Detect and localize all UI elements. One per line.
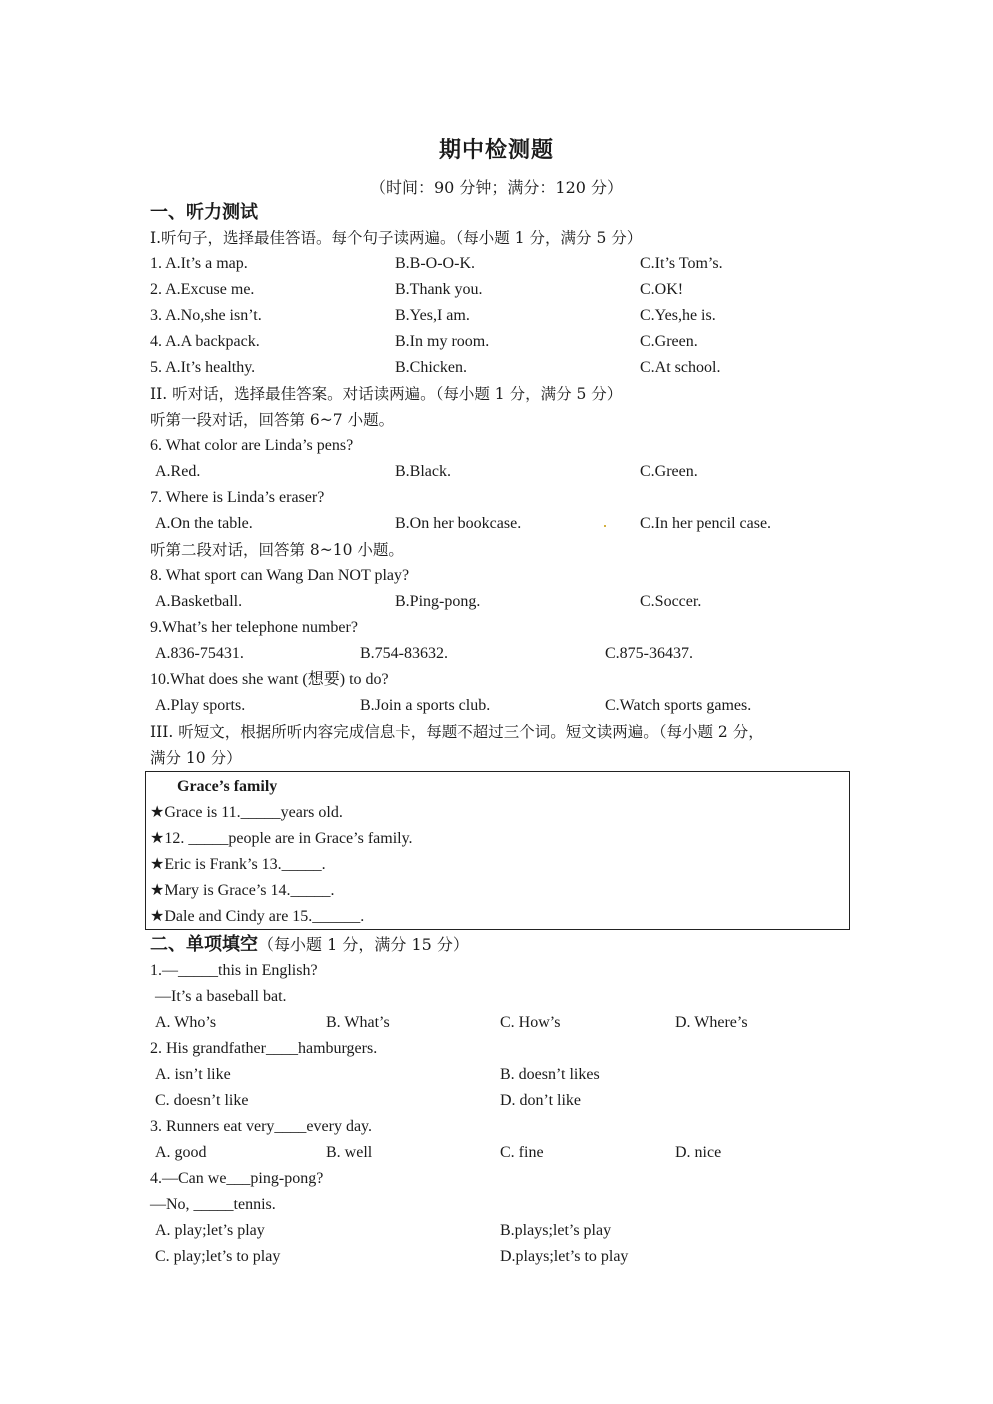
q1-option-b: B.B-O-O-K.	[395, 255, 475, 272]
sec1-instruction: Ⅰ.听句子，选择最佳答语。每个句子读两遍。（每小题 1 分，满分 5 分）	[150, 229, 643, 247]
p2-q1-option-b: B. What’s	[326, 1014, 390, 1031]
q7-stem: 7. Where is Linda’s eraser?	[150, 489, 325, 506]
page-title: 期中检测题	[438, 138, 554, 163]
q1-option-a: 1. A.It’s a map.	[150, 255, 248, 272]
info-card-line-15: ★Dale and Cindy are 15.______.	[150, 908, 365, 925]
p2-q1-reply: —It’s a baseball bat.	[155, 988, 287, 1005]
stray-dot	[604, 525, 606, 527]
part2-heading-note: （每小题 1 分，满分 15 分）	[258, 935, 469, 954]
info-card-title: Grace’s family	[177, 778, 278, 795]
info-card-line-14: ★Mary is Grace’s 14._____.	[150, 882, 335, 899]
p2-q1-option-a: A. Who’s	[155, 1014, 217, 1031]
p2-q4-option-c: C. play;let’s to play	[155, 1248, 281, 1265]
p2-q3-stem: 3. Runners eat very____every day.	[150, 1118, 372, 1135]
q6-option-b: B.Black.	[395, 463, 451, 480]
q2-option-b: B.Thank you.	[395, 281, 483, 298]
q8-stem: 8. What sport can Wang Dan NOT play?	[150, 567, 410, 584]
q6-option-a: A.Red.	[155, 463, 201, 480]
q2-option-c: C.OK!	[640, 281, 684, 298]
info-card-line-13: ★Eric is Frank’s 13._____.	[150, 856, 326, 873]
q1-option-c: C.It’s Tom’s.	[640, 255, 723, 272]
q2-option-a: 2. A.Excuse me.	[150, 281, 255, 298]
exam-time-score: （时间：90 分钟；满分：120 分）	[369, 178, 624, 197]
q10-option-b: B.Join a sports club.	[360, 697, 491, 714]
q9-option-b: B.754-83632.	[360, 645, 448, 662]
p2-q3-option-c: C. fine	[500, 1144, 544, 1161]
q7-option-c: C.In her pencil case.	[640, 515, 772, 532]
q4-option-c: C.Green.	[640, 333, 698, 350]
p2-q3-option-b: B. well	[326, 1144, 373, 1161]
sec3-instruction-line2: 满分 10 分）	[150, 749, 242, 767]
q3-option-a: 3. A.No,she isn’t.	[150, 307, 262, 324]
q5-option-a: 5. A.It’s healthy.	[150, 359, 256, 376]
dialog2-note: 听第二段对话，回答第 8~10 小题。	[150, 541, 404, 559]
part2-heading	[150, 932, 469, 958]
q10-option-a: A.Play sports.	[155, 697, 246, 714]
p2-q1-option-c: C. How’s	[500, 1014, 561, 1031]
q9-option-c: C.875-36437.	[605, 645, 693, 662]
q5-option-c: C.At school.	[640, 359, 721, 376]
p2-q4-option-b: B.plays;let’s play	[500, 1222, 612, 1239]
q7-option-b: B.On her bookcase.	[395, 515, 522, 532]
sec2-instruction: II. 听对话，选择最佳答案。对话读两遍。（每小题 1 分，满分 5 分）	[150, 385, 623, 403]
q8-option-b: B.Ping-pong.	[395, 593, 481, 610]
info-card-line-12: ★12. _____people are in Grace’s family.	[150, 830, 413, 847]
p2-q1-option-d: D. Where’s	[675, 1014, 748, 1031]
part1-heading: 一、听力测试	[150, 202, 258, 223]
info-card-line-11: ★Grace is 11._____years old.	[150, 804, 343, 821]
q4-option-b: B.In my room.	[395, 333, 490, 350]
p2-q4-option-a: A. play;let’s play	[155, 1222, 265, 1239]
p2-q4-option-d: D.plays;let’s to play	[500, 1248, 629, 1265]
p2-q3-option-d: D. nice	[675, 1144, 722, 1161]
q4-option-a: 4. A.A backpack.	[150, 333, 260, 350]
q8-option-a: A.Basketball.	[155, 593, 243, 610]
p2-q2-option-a: A. isn’t like	[155, 1066, 231, 1083]
q7-option-a: A.On the table.	[155, 515, 253, 532]
q5-option-b: B.Chicken.	[395, 359, 467, 376]
q10-stem: 10.What does she want (想要) to do?	[150, 671, 389, 688]
q9-stem: 9.What’s her telephone number?	[150, 619, 358, 636]
p2-q4-reply: —No, _____tennis.	[150, 1196, 276, 1213]
sec3-instruction-line1: III. 听短文，根据所听内容完成信息卡，每题不超过三个词。短文读两遍。（每小题 2 分，	[150, 723, 764, 741]
q8-option-c: C.Soccer.	[640, 593, 702, 610]
p2-q4-stem: 4.—Can we___ping-pong?	[150, 1170, 324, 1187]
p2-q1-stem: 1.—_____this in English?	[150, 962, 318, 979]
q6-stem: 6. What color are Linda’s pens?	[150, 437, 354, 454]
p2-q2-option-d: D. don’t like	[500, 1092, 582, 1109]
q3-option-b: B.Yes,I am.	[395, 307, 470, 324]
q3-option-c: C.Yes,he is.	[640, 307, 716, 324]
q6-option-c: C.Green.	[640, 463, 698, 480]
dialog1-note: 听第一段对话，回答第 6~7 小题。	[150, 411, 395, 429]
p2-q2-option-b: B. doesn’t likes	[500, 1066, 600, 1083]
p2-q2-option-c: C. doesn’t like	[155, 1092, 249, 1109]
q10-option-c: C.Watch sports games.	[605, 697, 752, 714]
p2-q3-option-a: A. good	[155, 1144, 207, 1161]
p2-q2-stem: 2. His grandfather____hamburgers.	[150, 1040, 378, 1057]
part2-heading-title: 二、单项填空	[150, 934, 258, 955]
q9-option-a: A.836-75431.	[155, 645, 244, 662]
